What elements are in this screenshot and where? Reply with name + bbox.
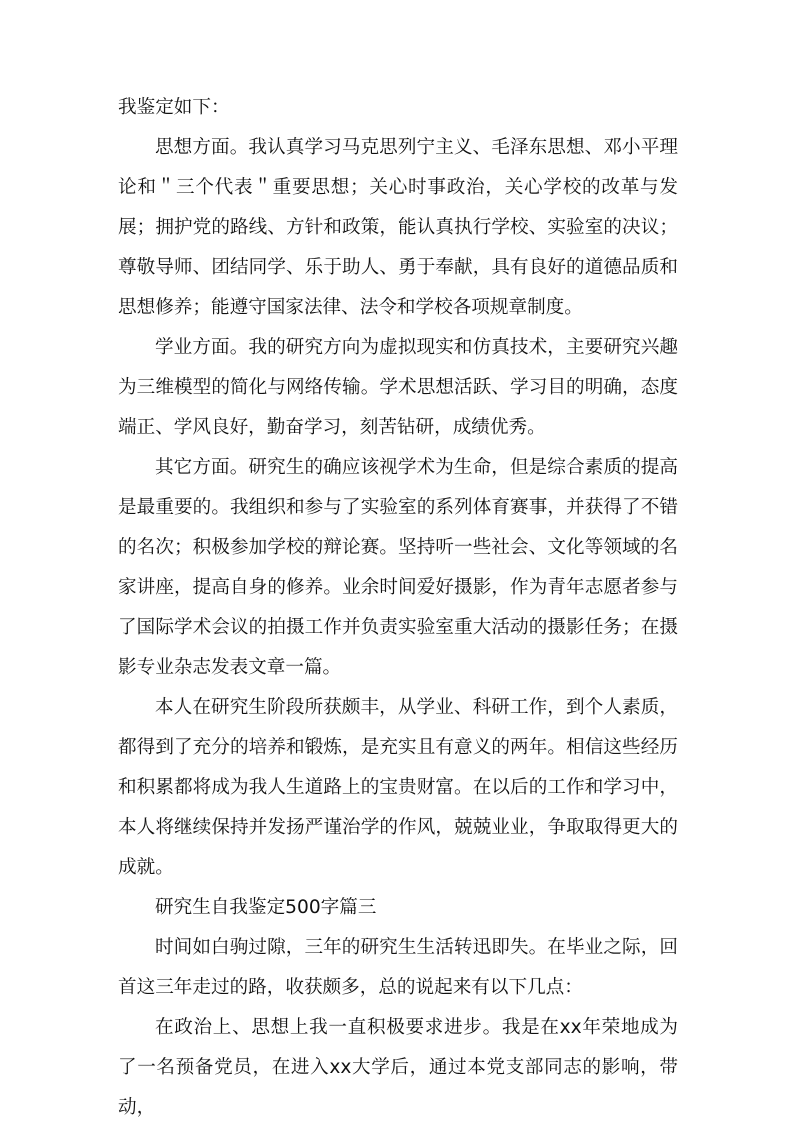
paragraph-political-progress: 在政治上、思想上我一直积极要求进步。我是在xx年荣地成为了一名预备党员，在进入xx大学后，通过本党支部同志的影响，带动， xyxy=(118,1017,678,1118)
paragraph-ideology: 思想方面。我认真学习马克思列宁主义、毛泽东思想、邓小平理论和＂三个代表＂重要思想；关心时事政治，关心学校的改革与发展；拥护党的路线、方针和政策，能认真执行学校、实验室的决议；尊敬导师、团结同学、乐于助人、勇于奉献，具有良好的道德品质和思想修养；能遵守国家法律、法令和学校各项规章制度。 xyxy=(118,137,678,318)
document-body xyxy=(118,88,678,1128)
paragraph-other-aspects: 其它方面。研究生的确应该视学术为生命，但是综合素质的提高是最重要的。我组织和参与了实验室的系列体育赛事，并获得了不错的名次；积极参加学校的辩论赛。坚持听一些社会、文化等领域的名家讲座，提高自身的修养。业余时间爱好摄影，作为青年志愿者参与了国际学术会议的拍摄工作并负责实验室重大活动的摄影任务；在摄影专业杂志发表文章一篇。 xyxy=(118,457,678,678)
paragraph-intro: 我鉴定如下： xyxy=(118,97,230,118)
paragraph-time-review: 时间如白驹过隙，三年的研究生生活转迅即失。在毕业之际，回首这三年走过的路，收获颇多，总的说起来有以下几点： xyxy=(118,937,678,998)
paragraph-summary: 本人在研究生阶段所获颇丰，从学业、科研工作，到个人素质，都得到了充分的培养和锻炼，是充实且有意义的两年。相信这些经历和积累都将成为我人生道路上的宝贵财富。在以后的工作和学习中，本人将继续保持并发扬严谨治学的作风，兢兢业业，争取取得更大的成就。 xyxy=(118,697,678,878)
paragraph-academics: 学业方面。我的研究方向为虚拟现实和仿真技术，主要研究兴趣为三维模型的简化与网络传输。学术思想活跃、学习目的明确，态度端正、学风良好，勤奋学习，刻苦钻研，成绩优秀。 xyxy=(118,337,678,438)
section-heading: 研究生自我鉴定500字篇三 xyxy=(155,897,377,918)
